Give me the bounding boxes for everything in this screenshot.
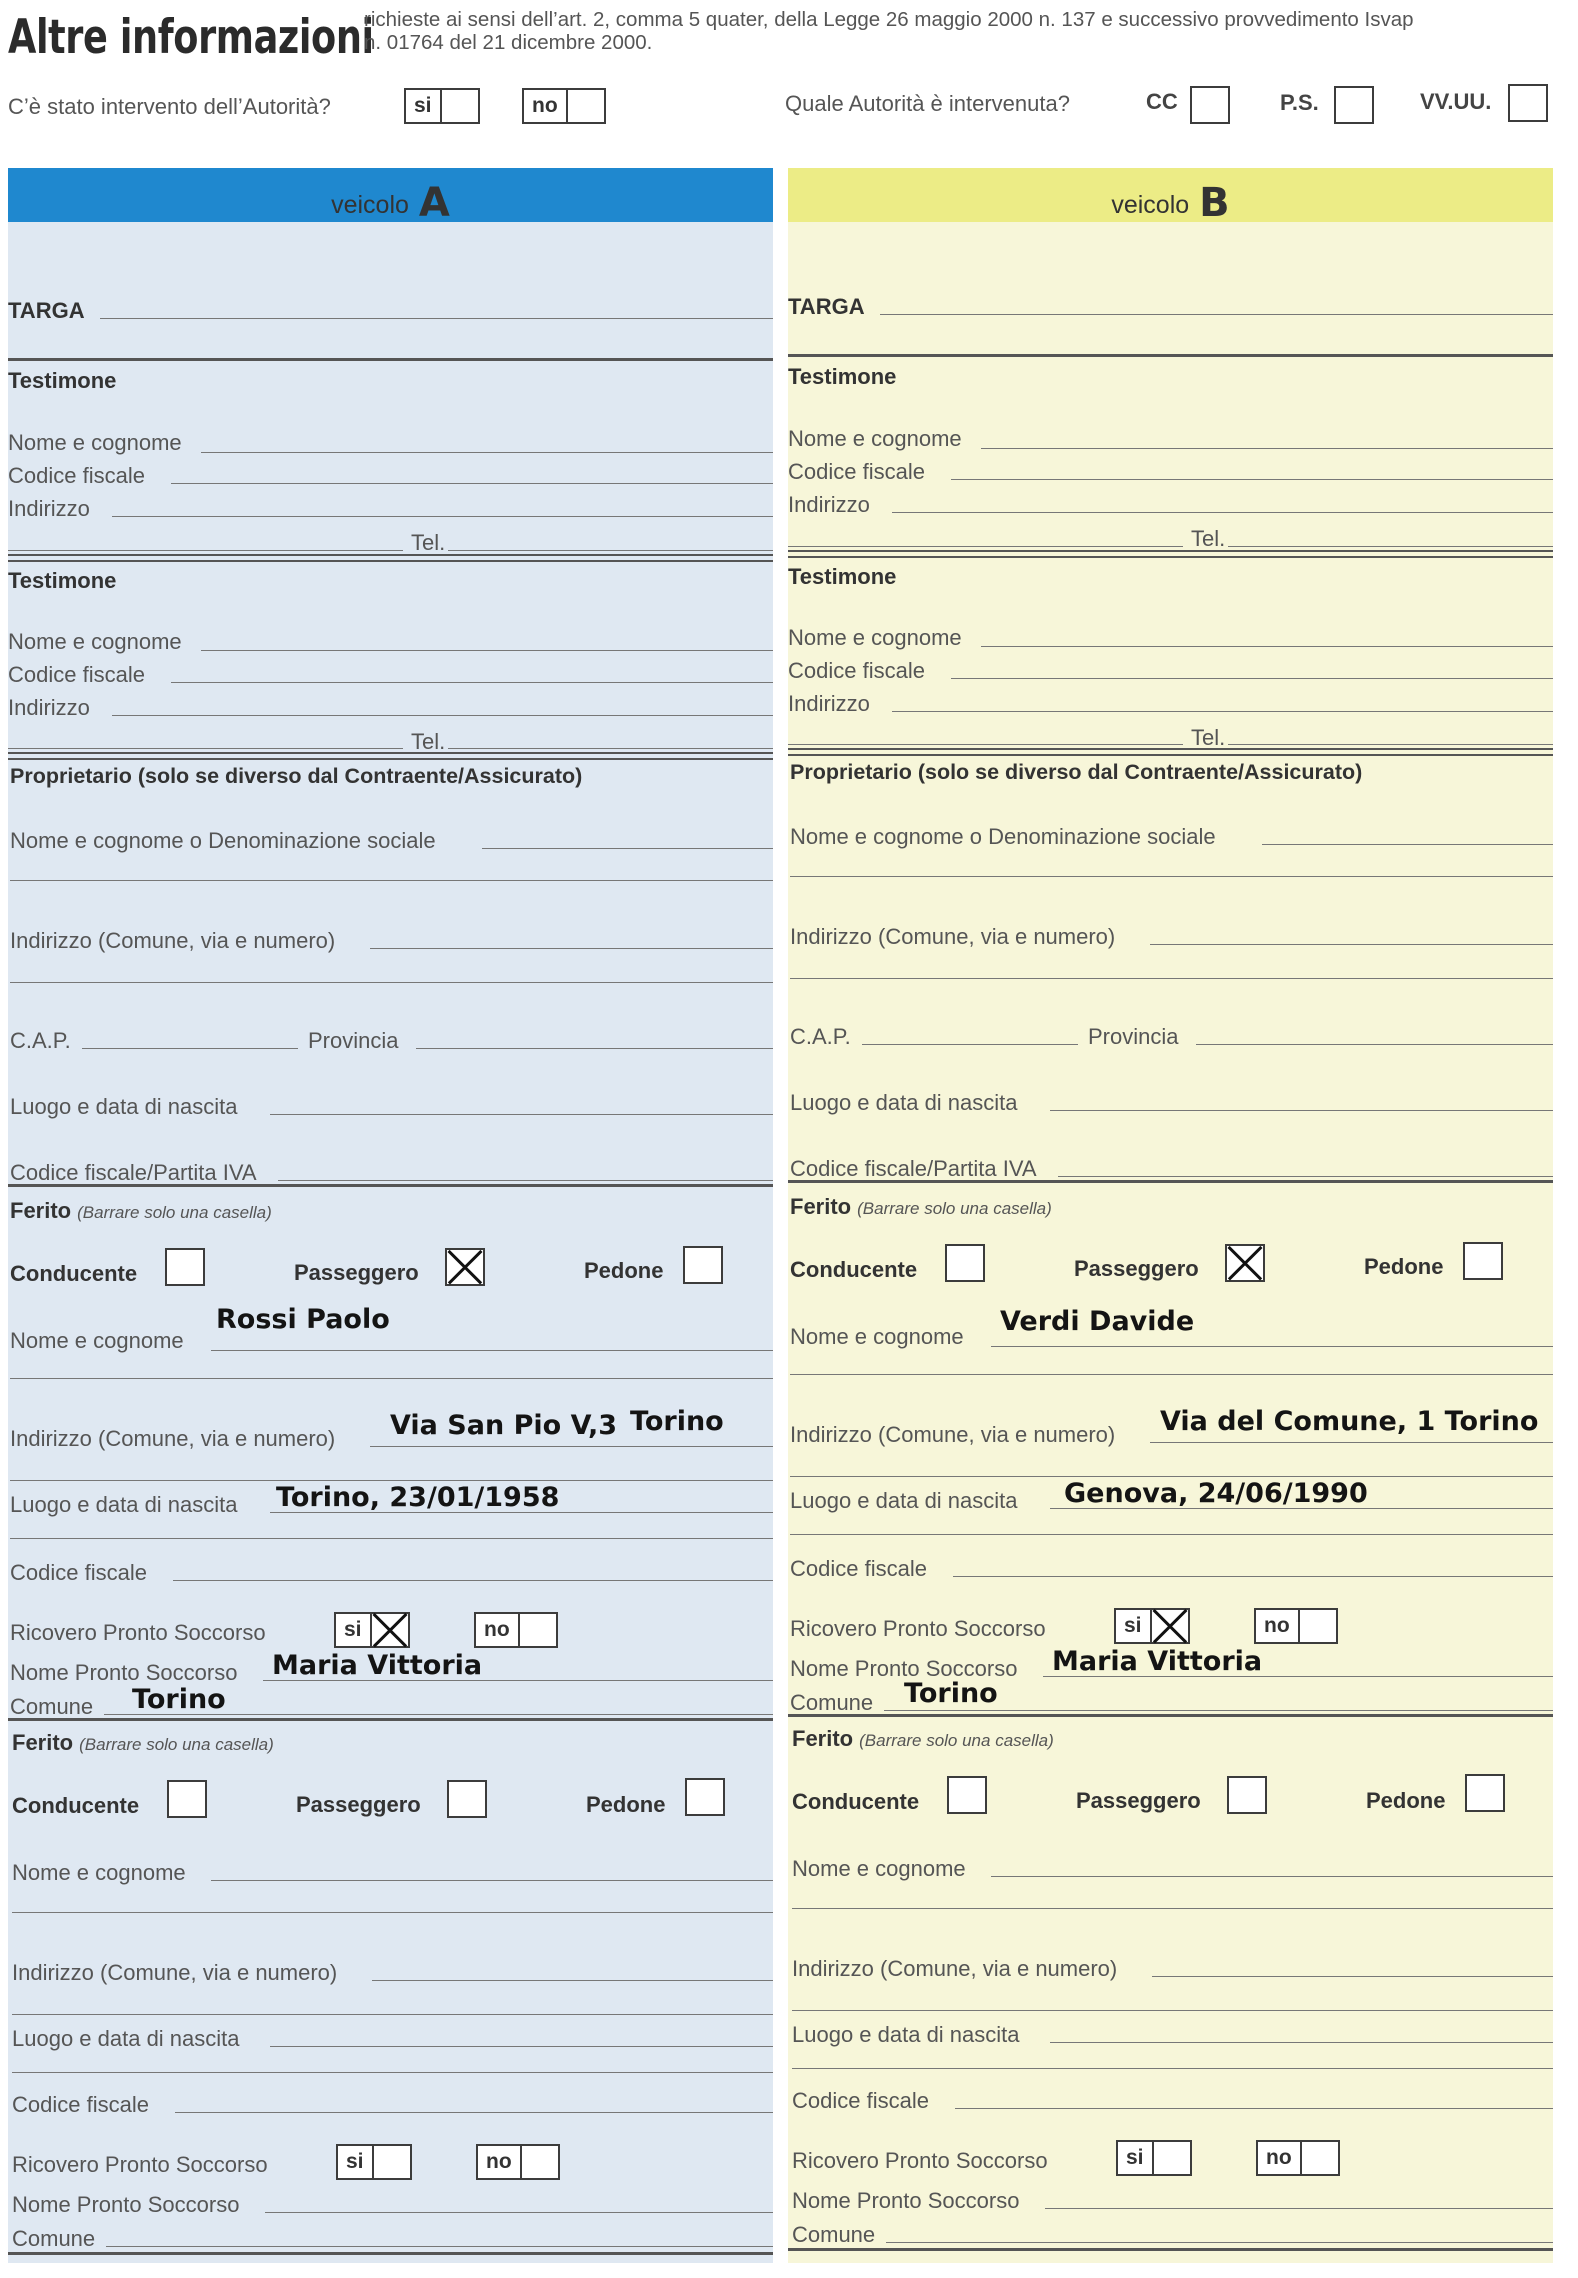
- injured-1-er-no-checkbox[interactable]: [1254, 1608, 1338, 1644]
- yes-box[interactable]: [374, 2146, 410, 2178]
- injured-1-taxcode-field[interactable]: [953, 1576, 1553, 1577]
- injured-2-pedestrian-label: Pedone: [1366, 1788, 1446, 1813]
- injured-1-address-field-2[interactable]: [790, 1476, 1553, 1477]
- witness-1-name-field[interactable]: [201, 452, 773, 453]
- targa-label: TARGA: [8, 298, 85, 323]
- injured-1-address-value: Via del Comune, 1 Torino: [1160, 1406, 1539, 1437]
- injured-1-er-name-label: Nome Pronto Soccorso: [10, 1660, 238, 1685]
- injured-1-municipality-value: Torino: [132, 1684, 226, 1715]
- owner-vat-field[interactable]: [1058, 1176, 1553, 1177]
- divider: [8, 1184, 773, 1187]
- ps-label: P.S.: [1280, 90, 1319, 115]
- owner-birth-field[interactable]: [1050, 1110, 1553, 1111]
- owner-cap-label: C.A.P.: [10, 1028, 71, 1053]
- witness-1-phone-label: Tel.: [1191, 526, 1226, 551]
- witness-2-taxcode-label: Codice fiscale: [8, 662, 145, 687]
- witness-1-phone-field[interactable]: [1228, 546, 1553, 547]
- page-title: Altre informazioni: [8, 10, 374, 65]
- witness-2-name-field[interactable]: [201, 650, 773, 651]
- targa-field[interactable]: [880, 314, 1553, 315]
- owner-address-field[interactable]: [370, 948, 773, 949]
- injured-2-birth-label: Luogo e data di nascita: [12, 2026, 240, 2051]
- injured-1-pedestrian-checkbox[interactable]: [683, 1246, 723, 1284]
- witness-2-taxcode-field[interactable]: [171, 682, 773, 683]
- owner-name-field-2[interactable]: [10, 880, 773, 881]
- injured-1-address-label: Indirizzo (Comune, via e numero): [10, 1426, 336, 1451]
- injured-2-title: [792, 1726, 1054, 1752]
- vehicle-b-header: [788, 168, 1553, 226]
- injured-1-er-yes-checkbox[interactable]: [334, 1612, 410, 1648]
- injured-1-birth-label: Luogo e data di nascita: [790, 1488, 1018, 1513]
- owner-name-field-2[interactable]: [790, 876, 1553, 877]
- injured-2-address-field[interactable]: [372, 1980, 773, 1981]
- check-mark: [372, 1614, 408, 1646]
- injured-2-address-field[interactable]: [1152, 1976, 1553, 1977]
- owner-province-field[interactable]: [416, 1048, 773, 1049]
- injured-1-name-field-2[interactable]: [790, 1374, 1553, 1375]
- witness-2-name-label: Nome e cognome: [788, 625, 962, 650]
- owner-vat-label: Codice fiscale/Partita IVA: [10, 1160, 257, 1185]
- witness-2-address-field[interactable]: [112, 715, 773, 716]
- injured-2-er-name-field[interactable]: [1045, 2208, 1553, 2209]
- owner-address-label: Indirizzo (Comune, via e numero): [10, 928, 336, 953]
- injured-1-er-yes-checkbox[interactable]: [1114, 1608, 1190, 1644]
- witness-2-address-field-2[interactable]: [788, 744, 1183, 745]
- owner-address-field[interactable]: [1150, 944, 1553, 945]
- injured-2-municipality-label: Comune: [12, 2226, 96, 2251]
- yes-box[interactable]: [1152, 1610, 1188, 1642]
- injured-note: (Barrare solo una casella): [79, 1735, 274, 1754]
- injured-2-pedestrian-label: Pedone: [586, 1792, 666, 1817]
- no-box[interactable]: [568, 90, 604, 122]
- owner-name-label: Nome e cognome o Denominazione sociale: [790, 824, 1216, 849]
- vehicle-label: veicolo: [331, 191, 409, 219]
- injured-2-er-name-label: Nome Pronto Soccorso: [12, 2192, 240, 2217]
- divider: [788, 2248, 1553, 2251]
- owner-name-label: Nome e cognome o Denominazione sociale: [10, 828, 436, 853]
- injured-2-taxcode-label: Codice fiscale: [792, 2088, 929, 2113]
- witness-2-name-label: Nome e cognome: [8, 629, 182, 654]
- no-label: no: [524, 90, 568, 122]
- no-label: no: [1256, 1610, 1300, 1642]
- injured-2-driver-label: Conducente: [12, 1793, 140, 1818]
- injured-1-birth-field-2[interactable]: [790, 1534, 1553, 1535]
- injured-1-name-field-2[interactable]: [10, 1378, 773, 1379]
- no-box[interactable]: [520, 1614, 556, 1646]
- injured-2-taxcode-field[interactable]: [175, 2112, 773, 2113]
- injured-2-taxcode-label: Codice fiscale: [12, 2092, 149, 2117]
- injured-note: (Barrare solo una casella): [859, 1731, 1054, 1750]
- injured-2-birth-field[interactable]: [270, 2046, 773, 2047]
- authority-yes-checkbox[interactable]: [404, 88, 480, 124]
- injured-1-passenger-label: Passeggero: [294, 1260, 419, 1285]
- injured-1-er-name-value: Maria Vittoria: [1052, 1646, 1263, 1677]
- injured-2-name-field[interactable]: [991, 1876, 1553, 1877]
- injured-2-driver-checkbox[interactable]: [947, 1776, 987, 1814]
- injured-2-er-name-field[interactable]: [265, 2212, 773, 2213]
- injured-1-er-name-label: Nome Pronto Soccorso: [790, 1656, 1018, 1681]
- yes-label: si: [406, 90, 442, 122]
- injured-2-municipality-field[interactable]: [886, 2242, 1553, 2243]
- injured-2-er-name-label: Nome Pronto Soccorso: [792, 2188, 1020, 2213]
- injured-1-name-label: Nome e cognome: [790, 1324, 964, 1349]
- injured-1-address-value: Via San Pio V,3: [390, 1410, 618, 1441]
- witness-1-phone-label: Tel.: [411, 530, 446, 555]
- witness-1-name-label: Nome e cognome: [8, 430, 182, 455]
- injured-2-name-label: Nome e cognome: [12, 1860, 186, 1885]
- injured-1-birth-value: Torino, 23/01/1958: [276, 1482, 560, 1513]
- injured-2-birth-field-2[interactable]: [792, 2068, 1553, 2069]
- injured-2-address-field-2[interactable]: [12, 2014, 773, 2015]
- owner-title: Proprietario (solo se diverso dal Contraente/Assicurato): [790, 760, 1363, 784]
- injured-1-driver-checkbox[interactable]: [165, 1248, 205, 1286]
- injured-1-er-no-checkbox[interactable]: [474, 1612, 558, 1648]
- vehicle-a-column: [8, 168, 773, 2263]
- injured-2-birth-field-2[interactable]: [12, 2072, 773, 2073]
- injured-label: Ferito: [10, 1198, 72, 1223]
- owner-cap-field[interactable]: [862, 1044, 1078, 1045]
- check-mark: [1152, 1610, 1188, 1642]
- owner-address-field-2[interactable]: [10, 982, 773, 983]
- witness-2-address-field[interactable]: [892, 711, 1553, 712]
- witness-1-address-label: Indirizzo: [788, 492, 870, 517]
- owner-name-field[interactable]: [482, 848, 773, 849]
- witness-2-address-label: Indirizzo: [788, 691, 870, 716]
- injured-2-municipality-field[interactable]: [106, 2246, 773, 2247]
- injured-2-er-label: Ricovero Pronto Soccorso: [792, 2148, 1048, 2173]
- injured-2-birth-label: Luogo e data di nascita: [792, 2022, 1020, 2047]
- injured-1-taxcode-field[interactable]: [173, 1580, 773, 1581]
- authority-no-checkbox[interactable]: [522, 88, 606, 124]
- injured-2-passenger-label: Passeggero: [296, 1792, 421, 1817]
- injured-2-er-label: Ricovero Pronto Soccorso: [12, 2152, 268, 2177]
- ps-checkbox[interactable]: [1334, 86, 1374, 124]
- divider: [8, 752, 773, 760]
- vehicle-a-header: [8, 168, 773, 226]
- injured-2-name-field-2[interactable]: [792, 1908, 1553, 1909]
- injured-2-birth-field[interactable]: [1050, 2042, 1553, 2043]
- injured-2-municipality-label: Comune: [792, 2222, 876, 2247]
- legal-note-line-2: n. 01764 del 21 dicembre 2000.: [364, 31, 653, 54]
- injured-1-municipality-field[interactable]: [884, 1710, 1553, 1711]
- injured-1-address-label: Indirizzo (Comune, via e numero): [790, 1422, 1116, 1447]
- witness-2-phone-field[interactable]: [448, 748, 773, 749]
- yes-label: si: [1116, 1610, 1152, 1642]
- witness-2-title: Testimone: [788, 564, 897, 589]
- injured-1-name-value: Verdi Davide: [1000, 1306, 1195, 1337]
- injured-1-taxcode-label: Codice fiscale: [10, 1560, 147, 1585]
- injured-1-passenger-label: Passeggero: [1074, 1256, 1199, 1281]
- injured-note: (Barrare solo una casella): [857, 1199, 1052, 1218]
- injured-1-er-name-value: Maria Vittoria: [272, 1650, 483, 1681]
- injured-1-name-field[interactable]: [991, 1346, 1553, 1347]
- owner-province-field[interactable]: [1196, 1044, 1553, 1045]
- authority-question: C’è stato intervento dell’Autorità?: [8, 94, 331, 119]
- injured-1-municipality-label: Comune: [790, 1690, 874, 1715]
- witness-1-address-field-2[interactable]: [8, 550, 403, 551]
- vehicle-label: veicolo: [1111, 191, 1190, 219]
- witness-2-taxcode-label: Codice fiscale: [788, 658, 925, 683]
- legal-note: [364, 8, 1414, 54]
- vehicle-b-column: [788, 168, 1553, 2263]
- vvuu-checkbox[interactable]: [1508, 84, 1548, 122]
- witness-1-taxcode-field[interactable]: [951, 479, 1553, 480]
- injured-2-er-no-checkbox[interactable]: [1256, 2140, 1340, 2176]
- injured-1-birth-label: Luogo e data di nascita: [10, 1492, 238, 1517]
- injured-1-title: [790, 1194, 1052, 1220]
- no-label: no: [476, 1614, 520, 1646]
- yes-label: si: [1118, 2142, 1154, 2174]
- injured-2-taxcode-field[interactable]: [955, 2108, 1553, 2109]
- divider: [8, 2252, 773, 2255]
- injured-label: Ferito: [790, 1194, 852, 1219]
- injured-1-address-field[interactable]: [1150, 1442, 1553, 1443]
- vvuu-label: VV.UU.: [1420, 89, 1492, 114]
- injured-1-birth-value: Genova, 24/06/1990: [1064, 1478, 1368, 1509]
- vehicle-letter: A: [418, 180, 450, 226]
- injured-1-passenger-checkbox[interactable]: [445, 1248, 485, 1286]
- injured-2-er-yes-checkbox[interactable]: [336, 2144, 412, 2180]
- injured-1-pedestrian-label: Pedone: [584, 1258, 664, 1283]
- witness-2-name-field[interactable]: [981, 646, 1553, 647]
- injured-1-passenger-checkbox[interactable]: [1225, 1244, 1265, 1282]
- injured-1-title: [10, 1198, 272, 1224]
- owner-cap-label: C.A.P.: [790, 1024, 851, 1049]
- injured-label: Ferito: [12, 1730, 74, 1755]
- divider: [788, 1714, 1553, 1717]
- vehicle-letter: B: [1199, 180, 1230, 226]
- yes-label: si: [338, 2146, 374, 2178]
- owner-province-label: Provincia: [308, 1028, 399, 1053]
- injured-2-title: [12, 1730, 274, 1756]
- injured-note: (Barrare solo una casella): [77, 1203, 272, 1222]
- yes-box[interactable]: [442, 90, 478, 122]
- witness-1-phone-field[interactable]: [448, 550, 773, 551]
- witness-1-address-field[interactable]: [112, 516, 773, 517]
- injured-1-city-value: Torino: [630, 1406, 724, 1437]
- witness-2-taxcode-field[interactable]: [951, 678, 1553, 679]
- injured-2-name-label: Nome e cognome: [792, 1856, 966, 1881]
- injured-label: Ferito: [792, 1726, 854, 1751]
- owner-cap-field[interactable]: [82, 1048, 298, 1049]
- targa-field[interactable]: [100, 318, 773, 319]
- witness-1-name-field[interactable]: [981, 448, 1553, 449]
- injured-2-er-yes-checkbox[interactable]: [1116, 2140, 1192, 2176]
- witness-1-taxcode-label: Codice fiscale: [8, 463, 145, 488]
- injured-1-name-field[interactable]: [211, 1350, 773, 1351]
- injured-2-driver-label: Conducente: [792, 1789, 920, 1814]
- injured-1-pedestrian-checkbox[interactable]: [1463, 1242, 1503, 1280]
- no-label: no: [1258, 2142, 1302, 2174]
- owner-vat-field[interactable]: [278, 1180, 773, 1181]
- injured-2-driver-checkbox[interactable]: [167, 1780, 207, 1818]
- legal-note-line-1: richieste ai sensi dell’art. 2, comma 5 quater, della Legge 26 maggio 2000 n. 137 e successivo provvedimento Isvap: [364, 8, 1414, 31]
- no-box[interactable]: [1302, 2142, 1338, 2174]
- cc-checkbox[interactable]: [1190, 86, 1230, 124]
- injured-1-er-label: Ricovero Pronto Soccorso: [10, 1620, 266, 1645]
- owner-title: Proprietario (solo se diverso dal Contraente/Assicurato): [10, 764, 583, 788]
- yes-label: si: [336, 1614, 372, 1646]
- injured-2-address-label: Indirizzo (Comune, via e numero): [792, 1956, 1118, 1981]
- owner-birth-label: Luogo e data di nascita: [790, 1090, 1018, 1115]
- injured-2-name-field[interactable]: [211, 1880, 773, 1881]
- authority-row: [8, 86, 1568, 130]
- injured-2-name-field-2[interactable]: [12, 1912, 773, 1913]
- witness-1-title: Testimone: [8, 368, 117, 393]
- divider: [8, 358, 773, 361]
- injured-1-address-field-2[interactable]: [10, 1480, 773, 1481]
- witness-1-taxcode-label: Codice fiscale: [788, 459, 925, 484]
- owner-vat-label: Codice fiscale/Partita IVA: [790, 1156, 1037, 1181]
- injured-2-pedestrian-checkbox[interactable]: [1465, 1774, 1505, 1812]
- injured-1-name-label: Nome e cognome: [10, 1328, 184, 1353]
- witness-2-address-field-2[interactable]: [8, 748, 403, 749]
- injured-1-driver-label: Conducente: [790, 1257, 918, 1282]
- owner-address-field-2[interactable]: [790, 978, 1553, 979]
- witness-1-address-label: Indirizzo: [8, 496, 90, 521]
- injured-2-address-field-2[interactable]: [792, 2010, 1553, 2011]
- injured-1-municipality-value: Torino: [904, 1678, 998, 1709]
- witness-1-taxcode-field[interactable]: [171, 483, 773, 484]
- divider: [788, 748, 1553, 756]
- divider: [8, 554, 773, 562]
- cc-label: CC: [1146, 89, 1178, 114]
- injured-1-name-value: Rossi Paolo: [216, 1304, 390, 1335]
- injured-1-driver-label: Conducente: [10, 1261, 138, 1286]
- page-header: [8, 8, 1568, 68]
- divider: [8, 1718, 773, 1721]
- check-mark: [447, 1250, 483, 1284]
- injured-1-driver-checkbox[interactable]: [945, 1244, 985, 1282]
- yes-box[interactable]: [1154, 2142, 1190, 2174]
- injured-1-taxcode-label: Codice fiscale: [790, 1556, 927, 1581]
- injured-2-passenger-checkbox[interactable]: [447, 1780, 487, 1818]
- injured-1-pedestrian-label: Pedone: [1364, 1254, 1444, 1279]
- witness-1-name-label: Nome e cognome: [788, 426, 962, 451]
- witness-1-title: Testimone: [788, 364, 897, 389]
- which-authority-question: Quale Autorità è intervenuta?: [785, 91, 1070, 116]
- witness-2-phone-label: Tel.: [1191, 725, 1226, 750]
- witness-2-address-label: Indirizzo: [8, 695, 90, 720]
- divider: [788, 550, 1553, 558]
- no-label: no: [478, 2146, 522, 2178]
- owner-province-label: Provincia: [1088, 1024, 1179, 1049]
- injured-2-passenger-label: Passeggero: [1076, 1788, 1201, 1813]
- owner-address-label: Indirizzo (Comune, via e numero): [790, 924, 1116, 949]
- no-box[interactable]: [1300, 1610, 1336, 1642]
- owner-birth-label: Luogo e data di nascita: [10, 1094, 238, 1119]
- injured-2-passenger-checkbox[interactable]: [1227, 1776, 1267, 1814]
- injured-2-pedestrian-checkbox[interactable]: [685, 1778, 725, 1816]
- injured-2-er-no-checkbox[interactable]: [476, 2144, 560, 2180]
- witness-2-phone-field[interactable]: [1228, 744, 1553, 745]
- targa-label: TARGA: [788, 294, 865, 319]
- witness-1-address-field-2[interactable]: [788, 546, 1183, 547]
- witness-2-title: Testimone: [8, 568, 117, 593]
- divider: [788, 354, 1553, 357]
- injured-1-birth-field-2[interactable]: [10, 1538, 773, 1539]
- owner-name-field[interactable]: [1262, 844, 1553, 845]
- check-mark: [1227, 1246, 1263, 1280]
- witness-1-address-field[interactable]: [892, 512, 1553, 513]
- injured-1-municipality-label: Comune: [10, 1694, 94, 1719]
- injured-1-er-label: Ricovero Pronto Soccorso: [790, 1616, 1046, 1641]
- injured-2-address-label: Indirizzo (Comune, via e numero): [12, 1960, 338, 1985]
- witness-2-phone-label: Tel.: [411, 729, 446, 754]
- divider: [788, 1180, 1553, 1183]
- yes-box[interactable]: [372, 1614, 408, 1646]
- injured-1-address-field[interactable]: [370, 1446, 773, 1447]
- owner-birth-field[interactable]: [270, 1114, 773, 1115]
- no-box[interactable]: [522, 2146, 558, 2178]
